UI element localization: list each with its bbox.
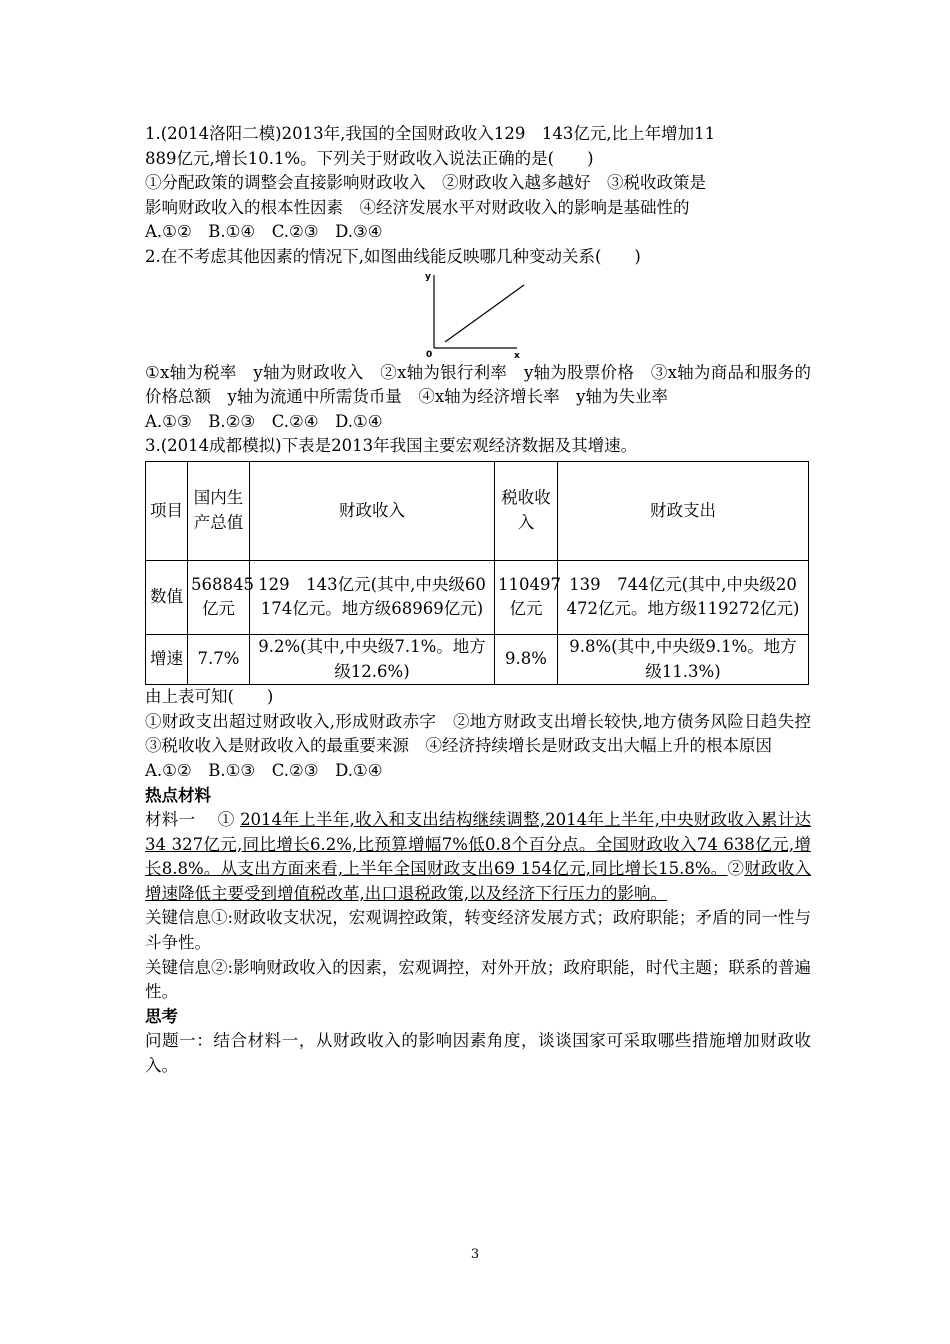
graph-rising-line <box>445 285 524 342</box>
material-one-num-1: ① <box>217 810 235 830</box>
think-question-1: 问题一：结合材料一，从财政收入的影响因素角度，谈谈国家可采取哪些措施增加财政收入。 <box>145 1031 811 1076</box>
table-header-cell: 财政支出 <box>558 461 809 560</box>
graph-x-label: x <box>514 350 520 361</box>
table-cell: 9.8% <box>495 634 558 684</box>
material-one-num-2: ② <box>727 859 745 879</box>
table-row <box>146 560 809 634</box>
q1-line-1: 1.(2014洛阳二模)2013年,我国的全国财政收入129 143亿元,比上年增加11 <box>145 124 716 143</box>
table-cell: 110497亿元 <box>495 560 558 634</box>
q3-stem: 3.(2014成都模拟)下表是2013年我国主要宏观经济数据及其增速。 <box>145 436 638 456</box>
table-cell: 129 143亿元(其中,中央级60 174亿元。地方级68969亿元) <box>250 560 495 634</box>
macro-data-table <box>145 461 814 685</box>
q1-line-4: 影响财政收入的根本性因素 ④经济发展水平对财政收入的影响是基础性的 <box>145 197 690 217</box>
q3-choices: ①财政支出超过财政收入,形成财政赤字 ②地方财政支出增长较快,地方债务风险日趋失控 ③税收收入是财政收入的最重要来源 ④经济持续增长是财政支出大幅上升的根本原因 <box>145 711 828 756</box>
q2-line-graph <box>417 271 527 361</box>
q3-options: A.①② B.①③ C.②③ D.①④ <box>145 760 383 780</box>
q1-line-2: 889亿元,增长10.1%。下列关于财政收入说法正确的是( ) <box>145 148 594 168</box>
material-one-text-1: 2014年上半年,收入和支出结构继续调整,2014年上半年,中央财政收入累计达34 327亿元,同比增长6.2%,比预算增幅7%低0.8个百分点。全国财政收入74 638亿元,增长8.8%。从支出方面来看,上半年全国财政支出69 154亿元,同比增长15.8%。 <box>145 810 812 879</box>
table-header-cell: 项目 <box>146 461 188 560</box>
table-header-cell: 财政收入 <box>250 461 495 560</box>
key-info-2: 关键信息②:影响财政收入的因素，宏观调控，对外开放；政府职能，时代主题；联系的普遍性。 <box>145 957 811 1002</box>
table-header-row <box>146 461 809 560</box>
table-cell: 数值 <box>146 560 188 634</box>
q2-options: A.①③ B.②③ C.②④ D.①④ <box>145 411 383 431</box>
think-heading: 思考 <box>145 1006 178 1026</box>
table-cell: 9.2%(其中,中央级7.1%。地方级12.6%) <box>250 634 495 684</box>
table-header-cell: 税收收入 <box>495 461 558 560</box>
table-cell: 7.7% <box>188 634 250 684</box>
q2-choices: ①x轴为税率 y轴为财政收入 ②x轴为银行利率 y轴为股票价格 ③x轴为商品和服务的价格总额 y轴为流通中所需货币量 ④x轴为经济增长率 y轴为失业率 <box>145 362 811 407</box>
table-row <box>146 634 809 684</box>
page-number: 3 <box>470 1247 480 1262</box>
q3-lead: 由上表可知( ) <box>145 687 274 707</box>
material-one-text-2: 财政收入增速降低主要受到增值税改革,出口退税政策,以及经济下行压力的影响。 <box>145 859 812 903</box>
q1-options: A.①② B.①④ C.②③ D.③④ <box>145 222 383 242</box>
hot-material-heading: 热点材料 <box>145 785 211 805</box>
table-cell: 568845亿元 <box>188 560 250 634</box>
graph-y-label: y <box>425 271 431 282</box>
material-one <box>145 808 811 906</box>
table-cell: 9.8%(其中,中央级9.1%。地方级11.3%) <box>558 634 809 684</box>
document-body <box>145 122 828 1079</box>
material-one-label: 材料一 <box>145 810 196 830</box>
graph-origin-label: 0 <box>426 349 433 360</box>
key-info-1: 关键信息①:财政收支状况，宏观调控政策，转变经济发展方式；政府职能；矛盾的同一性与斗争性。 <box>145 908 811 953</box>
table-cell: 增速 <box>146 634 188 684</box>
table-cell: 139 744亿元(其中,中央级20 472亿元。地方级119272亿元) <box>558 560 809 634</box>
table-header-cell: 国内生产总值 <box>188 461 250 560</box>
q1-line-3: ①分配政策的调整会直接影响财政收入 ②财政收入越多越好 ③税收政策是 <box>145 173 706 193</box>
q2-stem: 2.在不考虑其他因素的情况下,如图曲线能反映哪几种变动关系( ) <box>145 246 641 266</box>
